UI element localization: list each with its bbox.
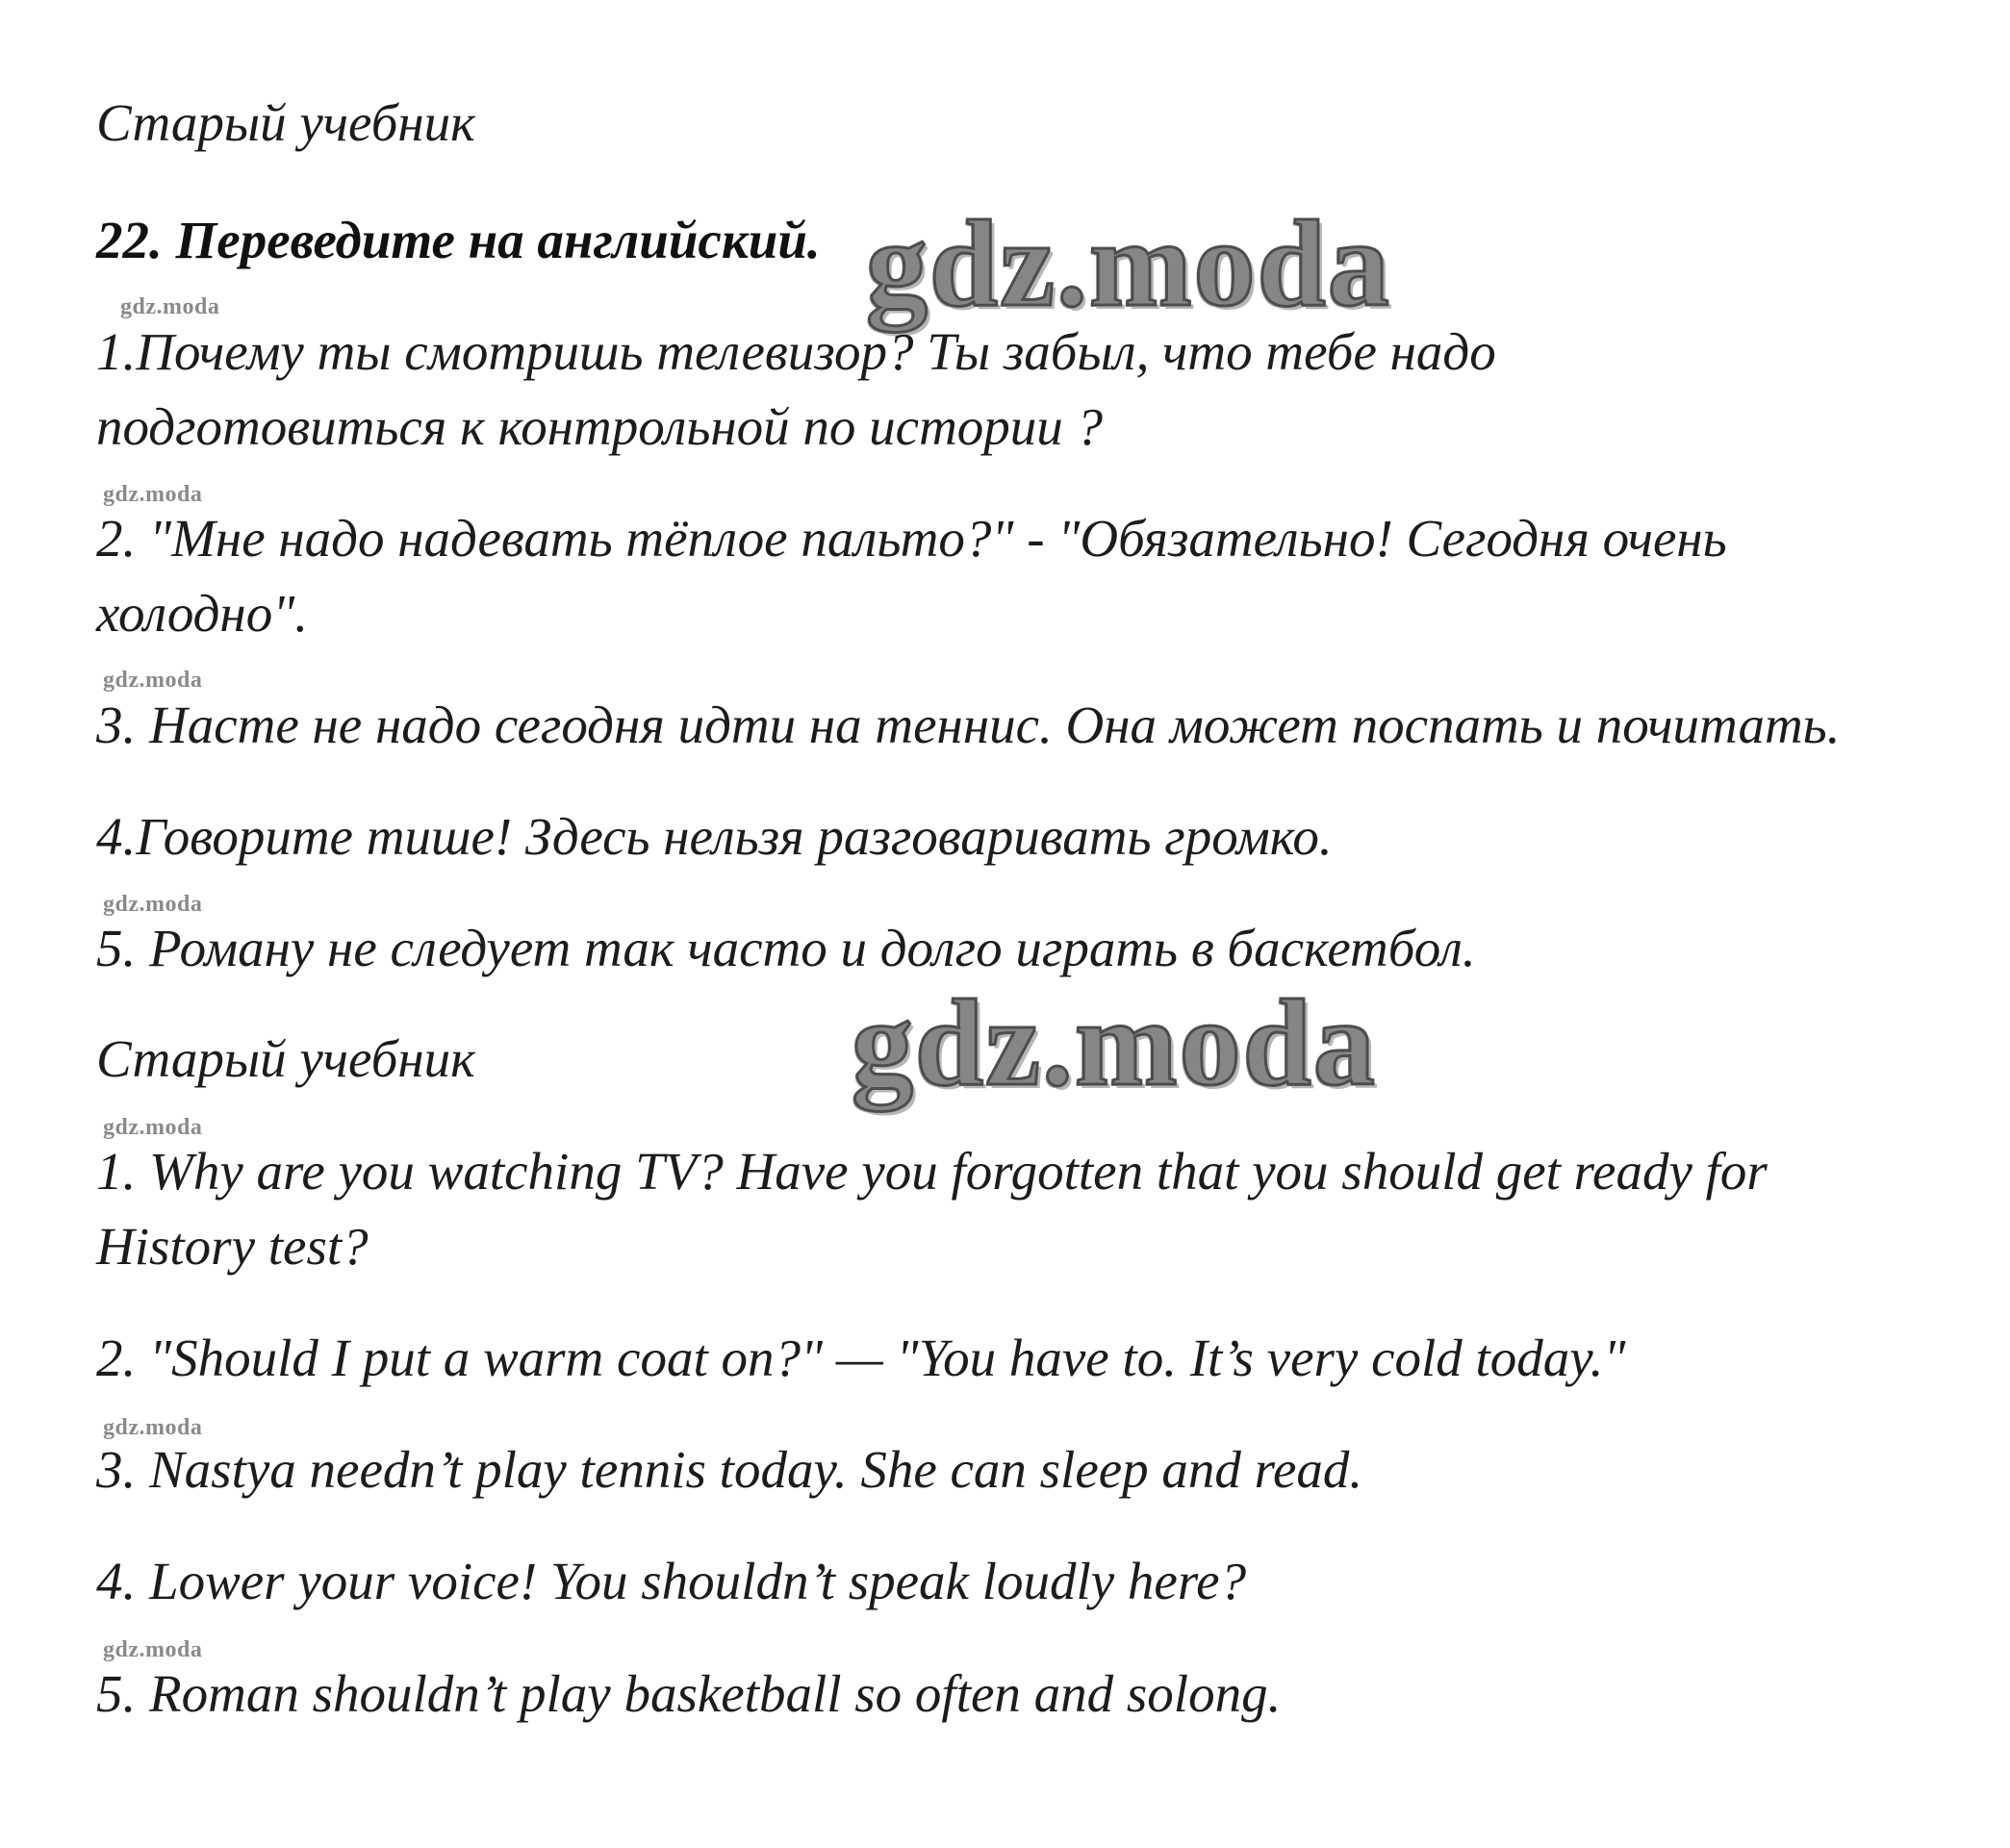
section-heading-old-textbook-2: Старый учебник xyxy=(96,1029,475,1088)
watermark-small: gdz.moda xyxy=(120,294,220,319)
task-title: 22. Переведите на английский. xyxy=(96,211,821,269)
watermark-small: gdz.moda xyxy=(103,668,203,693)
en-line-3: 3. Nastya needn’t play tennis today. She can sleep and read. xyxy=(96,1440,1363,1499)
ru-line-1-cont: подготовиться к контрольной по истории ? xyxy=(96,397,1104,456)
ru-line-2-cont: холодно". xyxy=(96,584,309,643)
ru-line-5: 5. Роману не следует так часто и долго играть в баскетбол. xyxy=(96,919,1476,977)
ru-line-3: 3. Насте не надо сегодня идти на теннис. Она может поспать и почитать. xyxy=(96,696,1841,754)
watermark-small: gdz.moda xyxy=(103,1637,203,1662)
watermark-small: gdz.moda xyxy=(103,1115,203,1140)
en-line-1: 1. Why are you watching TV? Have you forgotten that you should get ready for xyxy=(96,1142,1768,1201)
watermark-small: gdz.moda xyxy=(103,1415,203,1440)
watermark-large: gdz.moda xyxy=(852,975,1377,1111)
watermark-large: gdz.moda xyxy=(866,195,1391,332)
ru-line-2: 2. "Мне надо надевать тёплое пальто?" - "Обязательно! Сегодня очень xyxy=(96,509,1727,568)
en-line-1-cont: History test? xyxy=(96,1217,369,1276)
ru-line-1: 1.Почему ты смотришь телевизор? Ты забыл, что тебе надо xyxy=(96,322,1496,381)
en-line-5: 5. Roman shouldn’t play basketball so often and solong. xyxy=(96,1664,1282,1723)
en-line-2: 2. "Should I put a warm coat on?" — "You have to. It’s very cold today." xyxy=(96,1329,1626,1387)
en-line-4: 4. Lower your voice! You shouldn’t speak loudly here? xyxy=(96,1552,1247,1610)
ru-line-4: 4.Говорите тише! Здесь нельзя разговаривать громко. xyxy=(96,807,1333,866)
section-heading-old-textbook: Старый учебник xyxy=(96,93,475,152)
watermark-small: gdz.moda xyxy=(103,892,203,917)
watermark-small: gdz.moda xyxy=(103,482,203,507)
